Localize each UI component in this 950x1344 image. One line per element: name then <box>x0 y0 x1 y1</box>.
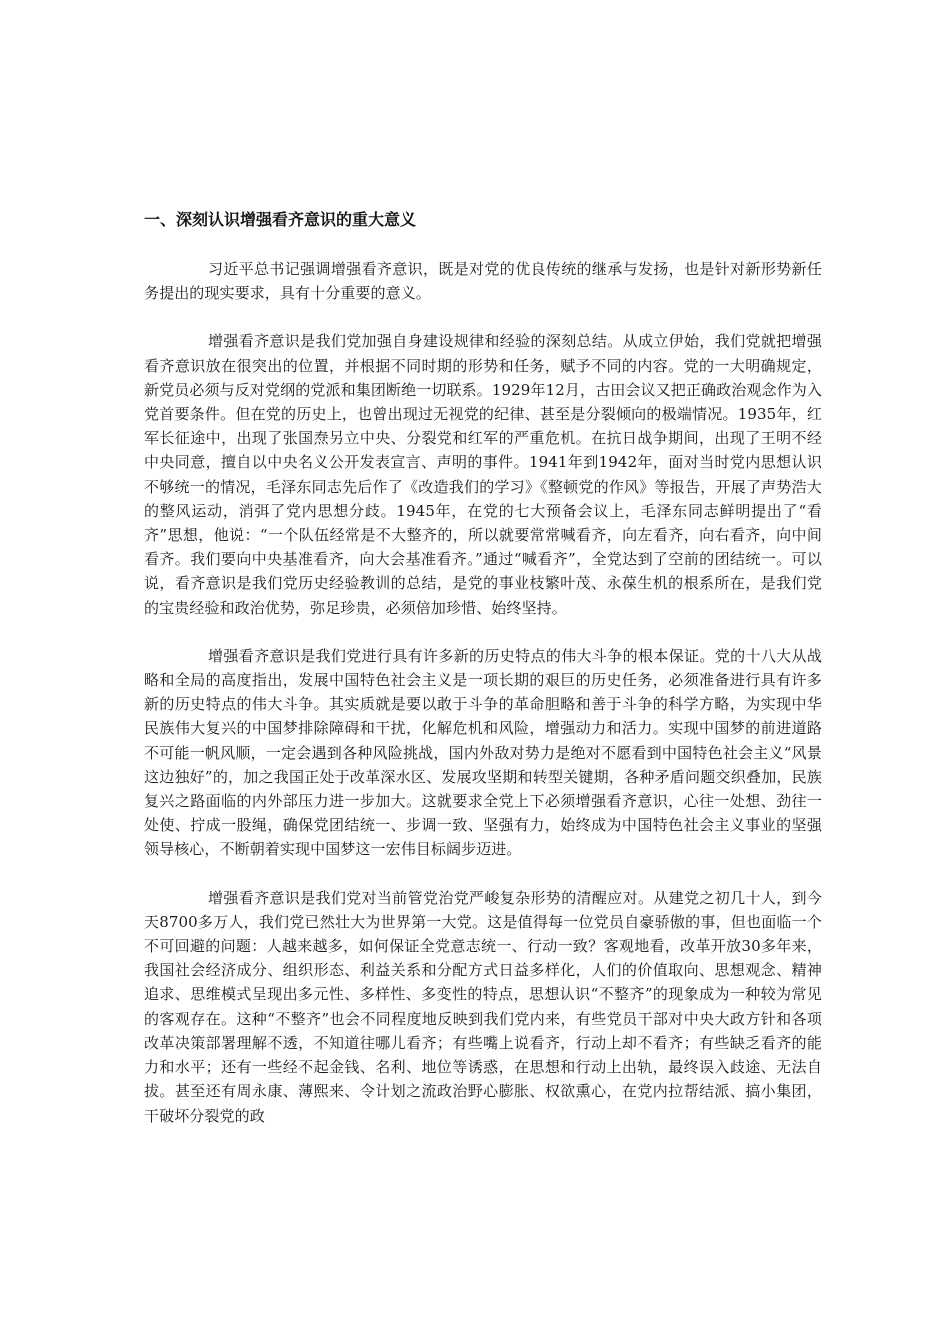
paragraph-history: 增强看齐意识是我们党加强自身建设规律和经验的深刻总结。从成立伊始，我们党就把增强看齐意识放在很突出的位置，并根据不同时期的形势和任务，赋予不同的内容。党的一大明确规定，新党员必须与反对党纲的党派和集团断绝一切联系。1929年12月，古田会议又把正确政治观念作为入党首要条件。但在党的历史上，也曾出现过无视党的纪律、甚至是分裂倾向的极端情况。1935年，红军长征途中，出现了张国焘另立中央、分裂党和红军的严重危机。在抗日战争期间，出现了王明不经中央同意，擅自以中央名义公开发表宣言、声明的事件。1941年到1942年，面对当时党内思想认识不够统一的情况，毛泽东同志先后作了《改造我们的学习》《整顿党的作风》等报告，开展了声势浩大的整风运动，消弭了党内思想分歧。1945年，在党的七大预备会议上，毛泽东同志鲜明提出了“看齐”思想，他说：“一个队伍经常是不大整齐的，所以就要常常喊看齐，向左看齐，向右看齐，向中间看齐。我们要向中央基准看齐，向大会基准看齐。”通过“喊看齐”，全党达到了空前的团结统一。可以说，看齐意识是我们党历史经验教训的总结，是党的事业枝繁叶茂、永葆生机的根系所在，是我们党的宝贵经验和政治优势，弥足珍贵，必须倍加珍惜、始终坚持。 <box>144 332 822 617</box>
paragraph-situation: 增强看齐意识是我们党对当前管党治党严峻复杂形势的清醒应对。从建党之初几十人，到今天8700多万人，我们党已然壮大为世界第一大党。这是值得每一位党员自豪骄傲的事，但也面临一个不可回避的问题：人越来越多，如何保证全党意志统一、行动一致？客观地看，改革开放30多年来，我国社会经济成分、组织形态、利益关系和分配方式日益多样化，人们的价值取向、思想观念、精神追求、思维模式呈现出多元性、多样性、多变性的特点，思想认识“不整齐”的现象成为一种较为常见的客观存在。这种“不整齐”也会不同程度地反映到我们党内来，有些党员干部对中央大政方针和各项改革决策部署理解不透，不知道往哪儿看齐；有些嘴上说看齐，行动上却不看齐；有些缺乏看齐的能力和水平；还有一些经不起金钱、名利、地位等诱惑，在思想和行动上出轨，最终误入歧途、无法自拔。甚至还有周永康、薄熙来、令计划之流政治野心膨胀、权欲熏心，在党内拉帮结派、搞小集团，干破坏分裂党的政 <box>144 888 822 1125</box>
document-body <box>144 207 822 1152</box>
section-heading: 一、深刻认识增强看齐意识的重大意义 <box>144 210 417 229</box>
paragraph-intro: 习近平总书记强调增强看齐意识，既是对党的优良传统的继承与发扬，也是针对新形势新任务提出的现实要求，具有十分重要的意义。 <box>144 260 822 303</box>
paragraph-struggle: 增强看齐意识是我们党进行具有许多新的历史特点的伟大斗争的根本保证。党的十八大从战略和全局的高度指出，发展中国特色社会主义是一项长期的艰巨的历史任务，必须准备进行具有许多新的历史特点的伟大斗争。其实质就是要以敢于斗争的革命胆略和善于斗争的科学方略，为实现中华民族伟大复兴的中国梦排除障碍和干扰，化解危机和风险，增强动力和活力。实现中国梦的前进道路不可能一帆风顺，一定会遇到各种风险挑战，国内外敌对势力是绝对不愿看到中国特色社会主义“风景这边独好”的，加之我国正处于改革深水区、发展攻坚期和转型关键期，各种矛盾问题交织叠加，民族复兴之路面临的内外部压力进一步加大。这就要求全党上下必须增强看齐意识，心往一处想、劲往一处使、拧成一股绳，确保党团结统一、步调一致、坚强有力，始终成为中国特色社会主义事业的坚强领导核心，不断朝着实现中国梦这一宏伟目标阔步迈进。 <box>144 646 822 859</box>
